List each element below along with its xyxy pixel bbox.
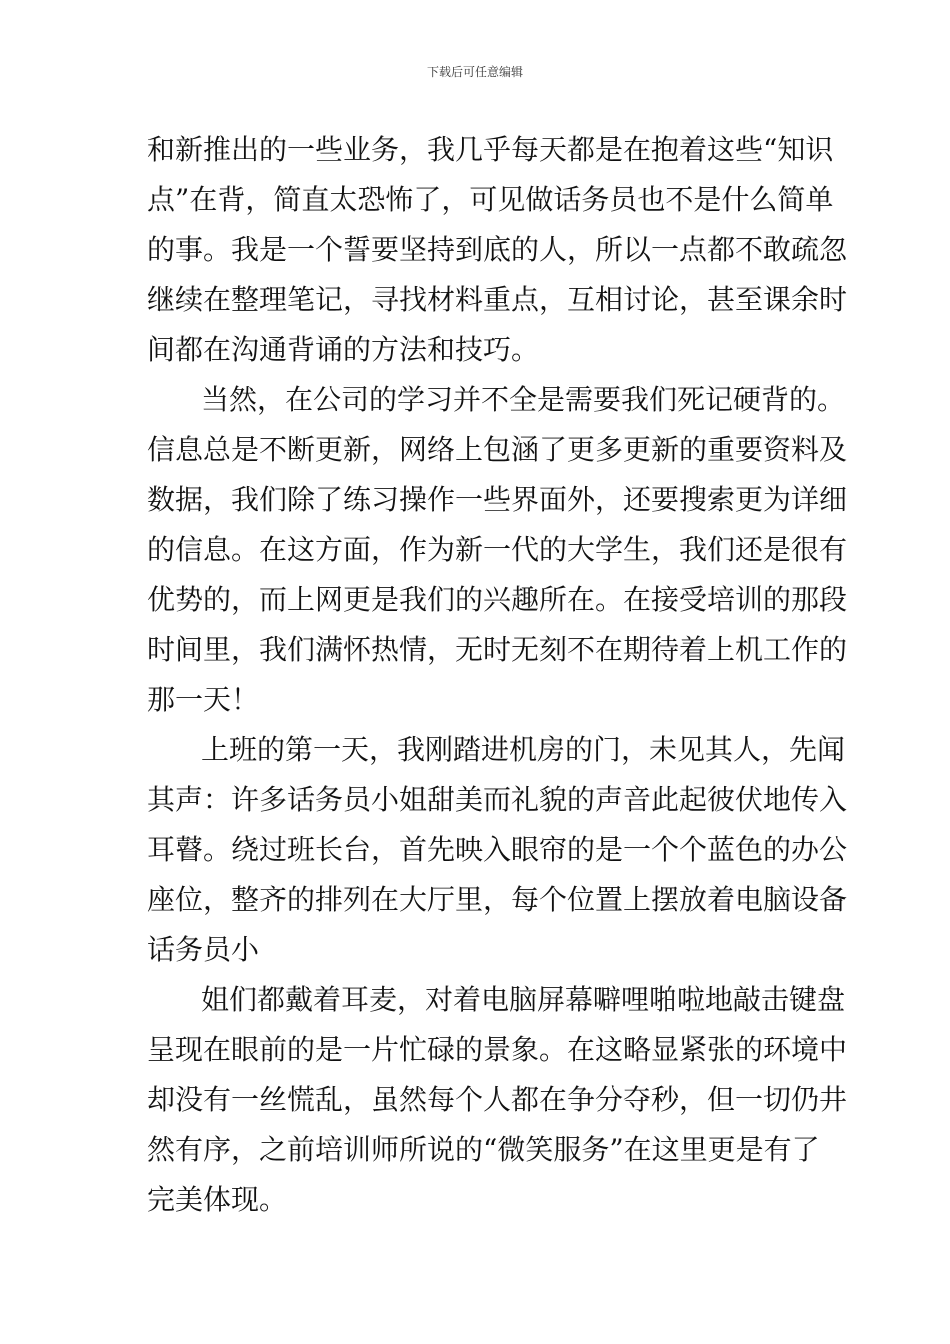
body-line: 却没有一丝慌乱，虽然每个人都在争分夺秒，但一切仍井 [147, 1083, 848, 1116]
body-line: 的信息。在这方面，作为新一代的大学生，我们还是很有 [147, 533, 848, 566]
body-line: 那一天！ [147, 683, 260, 716]
body-line: 上班的第一天，我刚踏进机房的门，未见其人，先闻 [201, 733, 846, 766]
body-line: 当然，在公司的学习并不全是需要我们死记硬背的。 [201, 383, 846, 416]
body-line: 呈现在眼前的是一片忙碌的景象。在这略显紧张的环境中 [147, 1033, 848, 1066]
body-line: 间都在沟通背诵的方法和技巧。 [147, 333, 540, 366]
body-line: 时间里，我们满怀热情，无时无刻不在期待着上机工作的 [147, 633, 848, 666]
body-line: 耳瞽。绕过班长台，首先映入眼帘的是一个个蓝色的办公 [147, 833, 848, 866]
body-line: 数据，我们除了练习操作一些界面外，还要搜索更为详细 [147, 483, 848, 516]
body-line: 完美体现。 [147, 1183, 288, 1216]
body-line: 姐们都戴着耳麦，对着电脑屏幕噼哩啪啦地敲击键盘 [201, 983, 846, 1016]
body-line: 话务员小 [147, 933, 260, 966]
body-line: 优势的，而上网更是我们的兴趣所在。在接受培训的那段 [147, 583, 848, 616]
body-line: 和新推出的一些业务，我几乎每天都是在抱着这些“知识 [147, 133, 834, 166]
page-header: 下载后可任意编辑 [426, 65, 523, 79]
body-line: 座位，整齐的排列在大厅里，每个位置上摆放着电脑设备 [147, 883, 848, 916]
body-line: 然有序，之前培训师所说的“微笑服务”在这里更是有了 [147, 1133, 820, 1166]
body-line: 点”在背，简直太恐怖了，可见做话务员也不是什么简单 [147, 183, 834, 216]
body-line: 的事。我是一个誓要坚持到底的人，所以一点都不敢疏忽 [147, 233, 848, 266]
body-line: 继续在整理笔记，寻找材料重点，互相讨论，甚至课余时 [147, 283, 848, 316]
body-line: 信息总是不断更新，网络上包涵了更多更新的重要资料及 [147, 433, 848, 466]
body-line: 其声：许多话务员小姐甜美而礼貌的声音此起彼伏地传入 [147, 783, 848, 816]
